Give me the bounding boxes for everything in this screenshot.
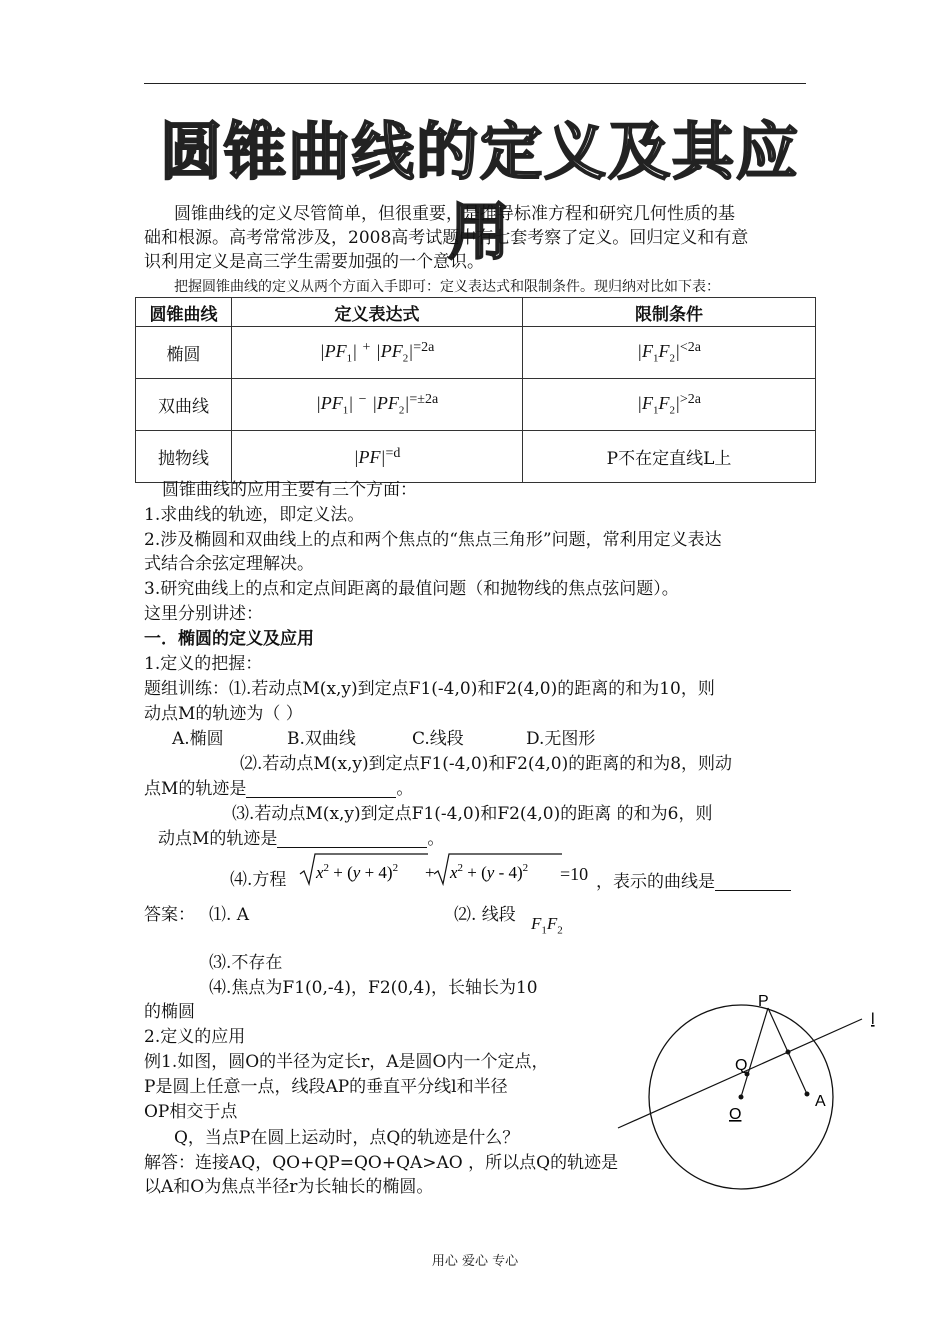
- section1-heading: 一．椭圆的定义及应用: [144, 629, 314, 649]
- label-l: l: [871, 1011, 875, 1028]
- intro-line-1: 圆锥曲线的定义尽管简单，但很重要，是推导标准方程和研究几何性质的基: [174, 204, 735, 224]
- header-expression: 定义表达式: [232, 298, 523, 327]
- choice-a: A.椭圆: [172, 729, 224, 749]
- answer-4a: ⑷.焦点为F1(0,-4)，F2(0,4)，长轴长为10: [209, 978, 538, 998]
- header-condition: 限制条件: [523, 298, 816, 327]
- intro-line-2: 础和根源。高考常常涉及，2008高考试题中有七套考察了定义。回归定义和有意: [144, 228, 749, 248]
- q3-line-b: 动点M的轨迹是 。: [158, 829, 445, 849]
- answer-1: ⑴. A: [209, 905, 250, 925]
- example1-line-d: Q，当点P在圆上运动时，点Q的轨迹是什么？: [174, 1128, 520, 1148]
- ellipse-construction-figure: [610, 990, 890, 1200]
- label-q: Q: [735, 1057, 748, 1074]
- q1-line-a: 题组训练：⑴.若动点M(x,y)到定点F1(-4,0)和F2(4,0)的距离的和为10，则: [144, 679, 715, 699]
- row-condition: P不在定直线L上: [523, 431, 816, 483]
- page-footer: 用心 爱心 专心: [431, 1254, 519, 1269]
- radicand-1: $x^2 + (y + 4)^2$: [316, 862, 399, 882]
- apps-item-2a: 2.涉及椭圆和双曲线上的点和两个焦点的“焦点三角形”问题，常利用定义表达: [144, 530, 722, 550]
- answer-blank: [246, 779, 396, 798]
- q4-equation: [298, 850, 562, 890]
- apps-here: 这里分别讲述：: [144, 604, 263, 624]
- answer-blank: [715, 872, 791, 891]
- radicand-2: $x^2 + (y - 4)^2$: [450, 862, 529, 882]
- example1-line-b: P是圆上任意一点，线段AP的垂直平分线l和半径: [144, 1077, 508, 1097]
- q1-line-b: 动点M的轨迹为（ ）: [144, 704, 303, 724]
- sub1-heading: 1.定义的把握：: [144, 654, 263, 674]
- apps-item-3: 3.研究曲线上的点和定点间距离的最值问题（和抛物线的焦点弦问题）。: [144, 579, 679, 599]
- row-condition: $|F_1F_2|^{<2a}$: [523, 327, 816, 379]
- row-name: 双曲线: [136, 379, 232, 431]
- plus-sign: +: [425, 863, 435, 882]
- example1-line-c: OP相交于点: [144, 1102, 238, 1122]
- row-name: 椭圆: [136, 327, 232, 379]
- q4-rhs: =10: [560, 864, 589, 884]
- row-name: 抛物线: [136, 431, 232, 483]
- label-a: A: [815, 1093, 826, 1110]
- point-a: [805, 1092, 810, 1097]
- row-condition: $|F_1F_2|^{>2a}$: [523, 379, 816, 431]
- table-row: [136, 379, 816, 431]
- table-header-row: [136, 298, 816, 327]
- q2-line-b: 点M的轨迹是 。: [144, 779, 414, 799]
- q2-line-a: ⑵.若动点M(x,y)到定点F1(-4,0)和F2(4,0)的距离的和为8，则动: [240, 754, 733, 774]
- sub2-heading: 2.定义的应用: [144, 1027, 246, 1047]
- row-expression: $|PF_1|$ − $|PF_2|^{=\pm 2a}$: [232, 379, 523, 431]
- point-o: [739, 1095, 744, 1100]
- solution-line-1: 解答：连接AQ，QO+QP=QO+QA>AO ，所以点Q的轨迹是: [144, 1153, 619, 1173]
- choice-b: B.双曲线: [287, 729, 356, 749]
- q4-prefix: ⑷.方程: [230, 870, 287, 890]
- table-row: [136, 327, 816, 379]
- q4-suffix: ，表示的曲线是: [596, 870, 791, 894]
- q3-line-a: ⑶.若动点M(x,y)到定点F1(-4,0)和F2(4,0)的距离 的和为6，则: [232, 804, 713, 824]
- header-rule: [144, 83, 806, 84]
- answer-2: ⑵. 线段: [454, 905, 516, 925]
- choice-d: D.无图形: [526, 729, 596, 749]
- apps-intro: 圆锥曲线的应用主要有三个方面：: [162, 480, 417, 500]
- answer-3: ⑶.不存在: [209, 953, 283, 973]
- header-curve: 圆锥曲线: [136, 298, 232, 327]
- midpoint-ap: [786, 1050, 791, 1055]
- comparison-table: [135, 297, 816, 483]
- answer-4b: 的椭圆: [144, 1002, 195, 1022]
- table-row: [136, 431, 816, 483]
- apps-item-1: 1.求曲线的轨迹，即定义法。: [144, 505, 365, 525]
- answer-blank: [277, 829, 427, 848]
- row-expression: $|PF_1|$ + $|PF_2|^{=2a}$: [232, 327, 523, 379]
- row-expression: $|PF|^{=d}$: [232, 431, 523, 483]
- answer-2-segment: $F_1F_2$: [531, 914, 563, 937]
- label-o: O: [729, 1106, 742, 1123]
- apps-item-2b: 式结合余弦定理解决。: [144, 554, 314, 574]
- label-p: P: [758, 993, 769, 1010]
- answer-label: 答案：: [144, 905, 195, 925]
- solution-line-2: 以A和O为焦点半径r为长轴长的椭圆。: [144, 1177, 434, 1197]
- intro-line-3: 识利用定义是高三学生需要加强的一个意识。: [144, 252, 484, 272]
- radius-op: [741, 1008, 768, 1097]
- example1-line-a: 例1.如图，圆O的半径为定长r，A是圆O内一个定点，: [144, 1052, 549, 1072]
- intro-line-4: 把握圆锥曲线的定义从两个方面入手即可：定义表达式和限制条件。现归纳对比如下表：: [174, 279, 720, 295]
- choice-c: C.线段: [412, 729, 464, 749]
- page-title: 圆锥曲线的定义及其应用: [159, 115, 800, 268]
